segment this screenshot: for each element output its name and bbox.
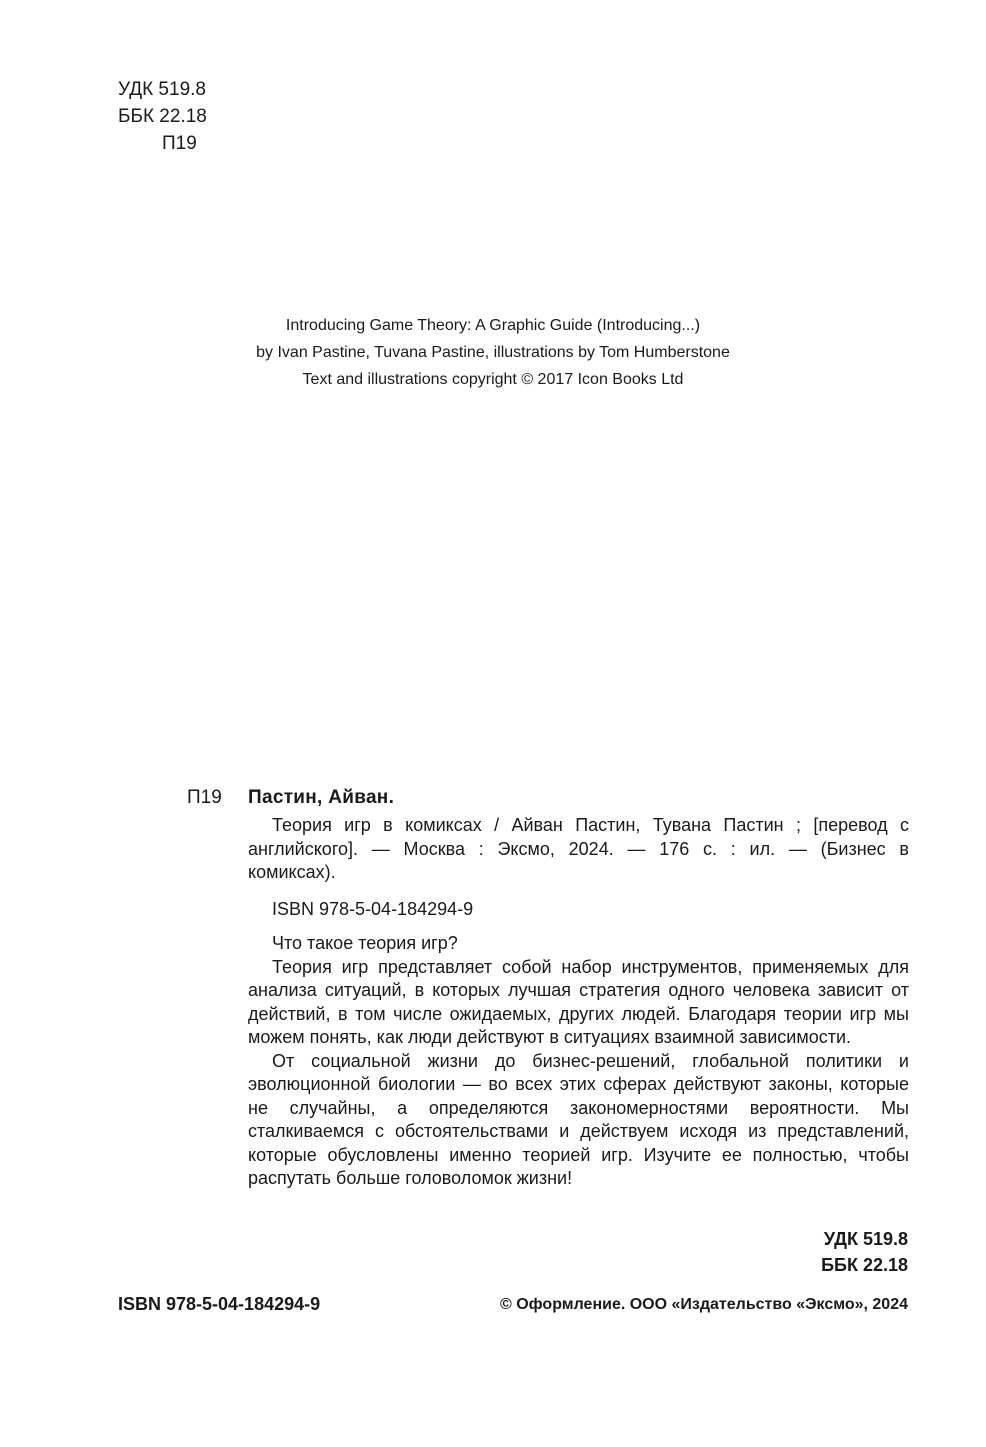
footer-copyright: © Оформление. ООО «Издательство «Эксмо», 2024 — [499, 1296, 908, 1313]
classification-codes-bottom — [821, 1226, 908, 1278]
original-copyright: Text and illustrations copyright © 2017 Icon Books Ltd — [302, 371, 684, 388]
classification-codes-top — [118, 76, 207, 157]
annotation-paragraph: От социальной жизни до бизнес-решений, глобальной политики и эволюционной биологии — во всех этих сферах действуют законы, которые не случайны, а определяются закономерностями вероятности. Мы сталкиваемся с обстоятельствами и действуем исходя из представлений, которые обусловлены именно теорией игр. Изучите ее полностью, чтобы распутать больше головоломок жизни! — [248, 1050, 909, 1188]
annotation-paragraph: Теория игр представляет собой набор инструментов, применяемых для анализа ситуаций, в которых лучшая стратегия одного человека зависит от действий, в том числе ожидаемых, других людей. Благодаря теории игр мы можем понять, как люди действуют в ситуациях взаимной зависимости. — [248, 956, 909, 1047]
footer-isbn: ISBN 978-5-04-184294-9 — [118, 1294, 321, 1314]
original-authors: by Ivan Pastine, Tuvana Pastine, illustrations by Tom Humberstone — [256, 344, 730, 361]
card-author-mark: П19 — [187, 787, 222, 808]
author-mark: П19 — [162, 133, 197, 154]
original-edition-notice — [0, 312, 986, 393]
catalog-card-body — [248, 814, 909, 1191]
udk-code-bottom: УДК 519.8 — [823, 1229, 908, 1249]
udk-code: УДК 519.8 — [118, 79, 206, 100]
bibliographic-description: Теория игр в комиксах / Айван Пастин, Тувана Пастин ; [перевод с английского]. — Москва : Эксмо, 2024. — 176 с. : ил. — (Бизнес в комиксах). — [248, 815, 909, 882]
bbk-code-bottom: ББК 22.18 — [821, 1255, 908, 1275]
original-title: Introducing Game Theory: A Graphic Guide (Introducing...) — [285, 317, 701, 334]
card-author-name: Пастин, Айван. — [248, 787, 395, 808]
bbk-code: ББК 22.18 — [118, 106, 207, 127]
annotation-question: Что такое теория игр? — [272, 933, 458, 953]
card-isbn: ISBN 978-5-04-184294-9 — [272, 898, 474, 919]
catalog-card-header — [187, 786, 909, 812]
catalog-card — [187, 786, 909, 1191]
